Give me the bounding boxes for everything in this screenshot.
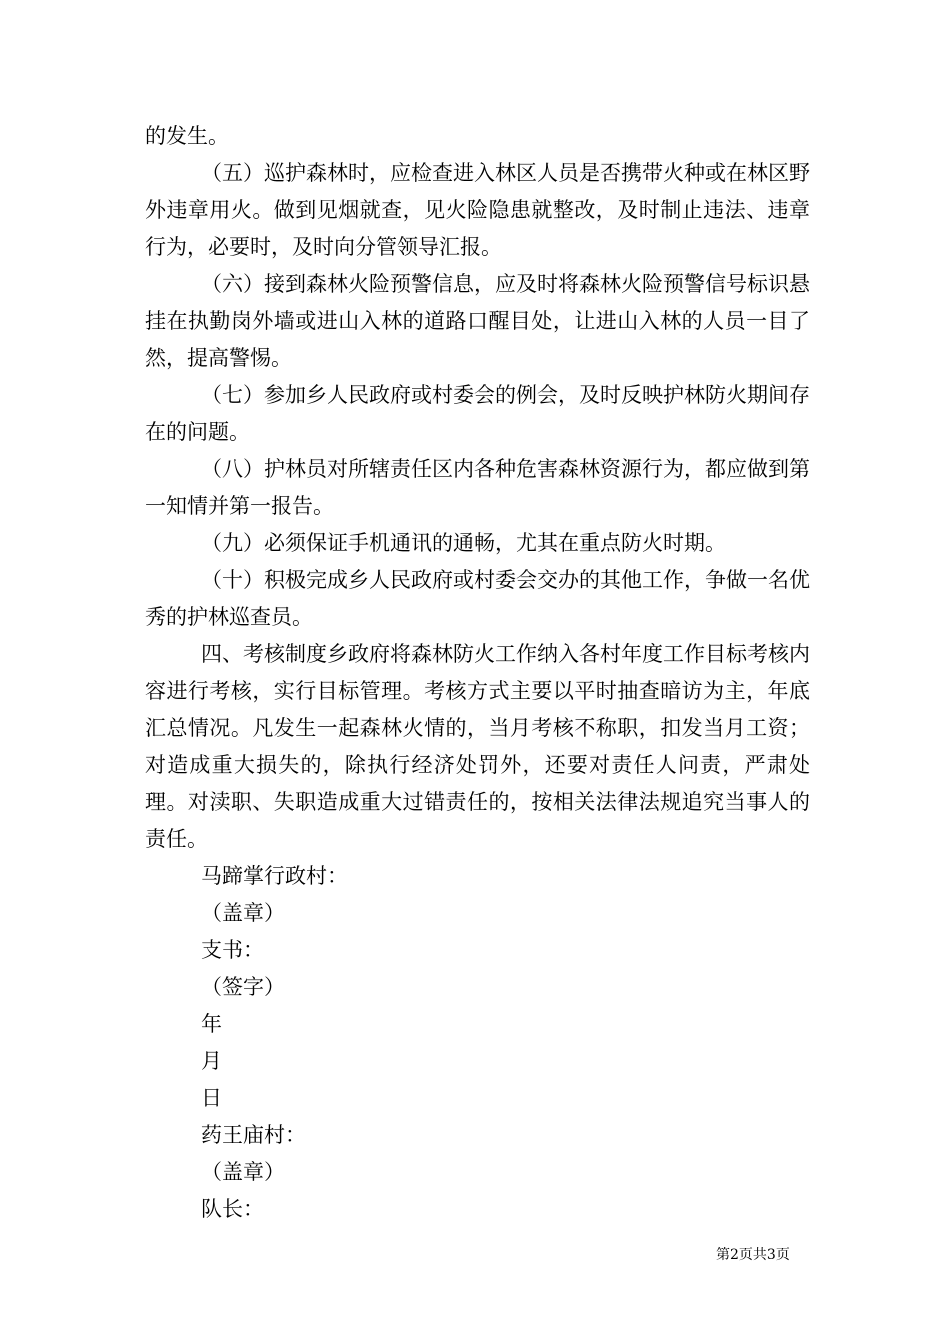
paragraph-item-8: （八）护林员对所辖责任区内各种危害森林资源行为，都应做到第一知情并第一报告。	[145, 457, 810, 518]
signature-seal-2: （盖章）	[201, 1160, 285, 1184]
signature-block	[145, 858, 810, 1228]
paragraph-item-5: （五）巡护森林时，应检查进入林区人员是否携带火种或在林区野外违章用火。做到见烟就查，见火险隐患就整改，及时制止违法、违章行为，必要时，及时向分管领导汇报。	[145, 161, 810, 259]
paragraph-section-4: 四、考核制度乡政府将森林防火工作纳入各村年度工作目标考核内容进行考核，实行目标管理。考核方式主要以平时抽查暗访为主，年底汇总情况。凡发生一起森林火情的，当月考核不称职，扣发当月工资；对造成重大损失的，除执行经济处罚外，还要对责任人问责，严肃处理。对渎职、失职造成重大过错责任的，按相关法律法规追究当事人的责任。	[145, 642, 810, 851]
paragraph-item-10: （十）积极完成乡人民政府或村委会交办的其他工作，争做一名优秀的护林巡查员。	[145, 568, 810, 629]
signature-village-2: 药王庙村：	[201, 1123, 306, 1147]
signature-team-leader: 队长：	[201, 1197, 264, 1221]
signature-month: 月	[201, 1049, 222, 1073]
signature-day: 日	[201, 1086, 222, 1110]
paragraph-continuation: 的发生。	[145, 124, 229, 148]
paragraph-item-7: （七）参加乡人民政府或村委会的例会，及时反映护林防火期间存在的问题。	[145, 383, 810, 444]
paragraph-item-6: （六）接到森林火险预警信息，应及时将森林火险预警信号标识悬挂在执勤岗外墙或进山入林的道路口醒目处，让进山入林的人员一目了然，提高警惕。	[145, 272, 810, 370]
paragraph-item-9: （九）必须保证手机通讯的通畅，尤其在重点防火时期。	[201, 531, 726, 555]
document-body	[145, 118, 810, 1228]
signature-sign: （签字）	[201, 975, 285, 999]
page-number: 第2页共3页	[716, 1247, 790, 1263]
signature-secretary: 支书：	[201, 938, 264, 962]
signature-year: 年	[201, 1012, 222, 1036]
signature-seal-1: （盖章）	[201, 901, 285, 925]
signature-village-1: 马蹄掌行政村：	[201, 864, 348, 888]
